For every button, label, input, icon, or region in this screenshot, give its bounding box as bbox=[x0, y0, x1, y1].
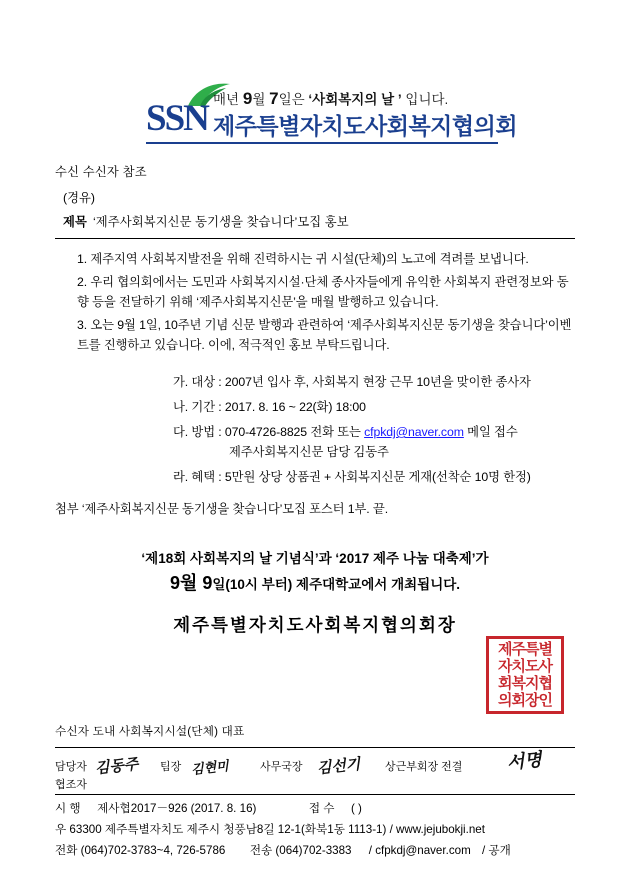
subject-line bbox=[55, 212, 575, 232]
subject-text: ‘제주사회복지신문 동기생을 찾습니다’모집 홍보 bbox=[92, 215, 349, 229]
paragraph-3: 3. 오는 9월 1일, 10주년 기념 신문 발행과 관련하여 ‘제주사회복지신문 동기생을 찾습니다’이벤트를 진행하고 있습니다. 이에, 적극적인 홍보 부탁드립니다. bbox=[77, 318, 572, 352]
receipt-label: 접 수 bbox=[308, 802, 335, 815]
seal-line-2: 자치도사 bbox=[498, 659, 552, 675]
item-text-4: 5만원 상당 상품권 + 사회복지신문 게재(선착순 10명 한정) bbox=[224, 470, 531, 484]
detail-items bbox=[55, 372, 575, 487]
issue-label: 시 행 bbox=[55, 802, 81, 815]
issue-value: 제사협2017－926 (2017. 8. 16) bbox=[97, 802, 257, 815]
issue-line bbox=[55, 799, 575, 818]
teamjang-label: 팀장 bbox=[160, 761, 182, 773]
spacer bbox=[55, 358, 575, 372]
subject-divider bbox=[55, 238, 575, 239]
ssn-wordmark: SSN bbox=[146, 98, 208, 139]
announcement-rest: 일(10시 부터) 제주대학교에서 개최됩니다. bbox=[212, 577, 461, 592]
list-item bbox=[173, 397, 575, 417]
hyeopjo-label: 협조자 bbox=[55, 779, 87, 791]
item-text-3-before: 070-4726-8825 전화 또는 bbox=[224, 425, 365, 439]
signature-row bbox=[55, 749, 575, 792]
announcement-line-2 bbox=[55, 571, 575, 597]
office-label: 사무국장 bbox=[260, 761, 303, 773]
header-tagline bbox=[213, 88, 448, 109]
list-item bbox=[173, 372, 575, 392]
vp-label: 상근부회장 전결 bbox=[385, 761, 463, 773]
item-text-3-after: 메일 접수 bbox=[463, 425, 518, 439]
announcement-date: 9월 9 bbox=[169, 573, 213, 593]
contact-mail: cfpkdj@naver.com bbox=[375, 844, 471, 857]
contact-open: 공개 bbox=[488, 844, 511, 857]
seal-line-1: 제주특별 bbox=[498, 642, 552, 658]
tagline-suffix: 일은 bbox=[278, 92, 309, 107]
damdang-signature: 김동주 bbox=[94, 756, 140, 778]
document-body bbox=[55, 162, 575, 635]
tagline-day: 7 bbox=[269, 89, 279, 108]
receiver-list-line: 수신자 도내 사회복지시설(단체) 대표 bbox=[55, 725, 245, 738]
office-signature: 김선기 bbox=[316, 756, 362, 778]
tagline-month: 9 bbox=[242, 89, 253, 108]
header-org-name: 제주특별자치도사회복지협의회 bbox=[213, 113, 518, 139]
item-text-1: 2007년 입사 후, 사회복지 현장 근무 10년을 맞이한 종사자 bbox=[224, 375, 531, 389]
footer-divider-bottom bbox=[55, 794, 575, 795]
attachment-line: 첨부 ‘제주사회복지신문 동기생을 찾습니다’모집 포스터 1부. 끝. bbox=[55, 502, 389, 516]
receipt-value: ( ) bbox=[350, 802, 362, 815]
email-link[interactable]: cfpkdj@naver.com bbox=[364, 425, 464, 439]
item-label-4: 라. 혜택 : bbox=[173, 470, 225, 484]
vp-signature: 서명 bbox=[505, 749, 543, 773]
via-line: (경유) bbox=[63, 191, 95, 205]
contact-line: 전화 (064)702-3783~4, 726-5786 전송 (064)702-3383 / cfpkdj@naver.com / 공개 bbox=[55, 844, 511, 857]
official-seal bbox=[486, 636, 564, 714]
receiver-line: 수신 수신자 참조 bbox=[55, 165, 147, 179]
tagline-mid: 월 bbox=[252, 92, 270, 107]
item-label-2: 나. 기간 : bbox=[173, 400, 225, 414]
seal-line-4: 의회장인 bbox=[498, 693, 552, 709]
address-line: 우 63300 제주특별자치도 제주시 청풍남8길 12-1(화북1동 1113-1) / www.jejubokji.net bbox=[55, 823, 485, 836]
contact-fax: 전송 (064)702-3383 bbox=[249, 844, 352, 857]
header-divider bbox=[146, 142, 498, 144]
paragraph-2: 2. 우리 협의회에서는 도민과 사회복지시설·단체 종사자들에게 유익한 사회복지 관련정보와 동향 등을 전달하기 위해 ‘제주사회복지신문’을 매월 발행하고 있습니다. bbox=[77, 275, 569, 309]
seal-line-3: 회복지협 bbox=[498, 676, 552, 692]
item-text-2: 2017. 8. 16 ~ 22(화) 18:00 bbox=[224, 400, 366, 414]
list-item bbox=[173, 422, 575, 462]
subject-label: 제목 bbox=[63, 215, 87, 229]
announcement-block bbox=[55, 547, 575, 597]
footer-divider-top bbox=[55, 747, 575, 748]
item-label-3: 다. 방법 : bbox=[173, 425, 225, 439]
paragraph-1: 1. 제주지역 사회복지발전을 위해 진력하시는 귀 시설(단체)의 노고에 격려를 보냅니다. bbox=[77, 252, 529, 266]
announcement-line-1: ‘제18회 사회복지의 날 기념식’과 ‘2017 제주 나눔 대축제’가 bbox=[141, 551, 489, 566]
list-item bbox=[173, 467, 575, 487]
tagline-end: 입니다. bbox=[401, 92, 449, 107]
tagline-quote: ‘사회복지의 날 ’ bbox=[308, 92, 402, 107]
document-footer bbox=[55, 722, 575, 860]
damdang-label: 담당자 bbox=[55, 761, 87, 773]
item-label-1: 가. 대상 : bbox=[173, 375, 225, 389]
contact-phone: 전화 (064)702-3783~4, 726-5786 bbox=[55, 844, 226, 857]
item-subtext-3: 제주사회복지신문 담당 김동주 bbox=[229, 445, 389, 459]
document-header bbox=[0, 78, 620, 148]
org-signature-line: 제주특별자치도사회복지협의회장 bbox=[173, 615, 457, 635]
tagline-prefix: 매년 bbox=[213, 92, 243, 107]
teamjang-signature: 김현미 bbox=[190, 758, 230, 777]
